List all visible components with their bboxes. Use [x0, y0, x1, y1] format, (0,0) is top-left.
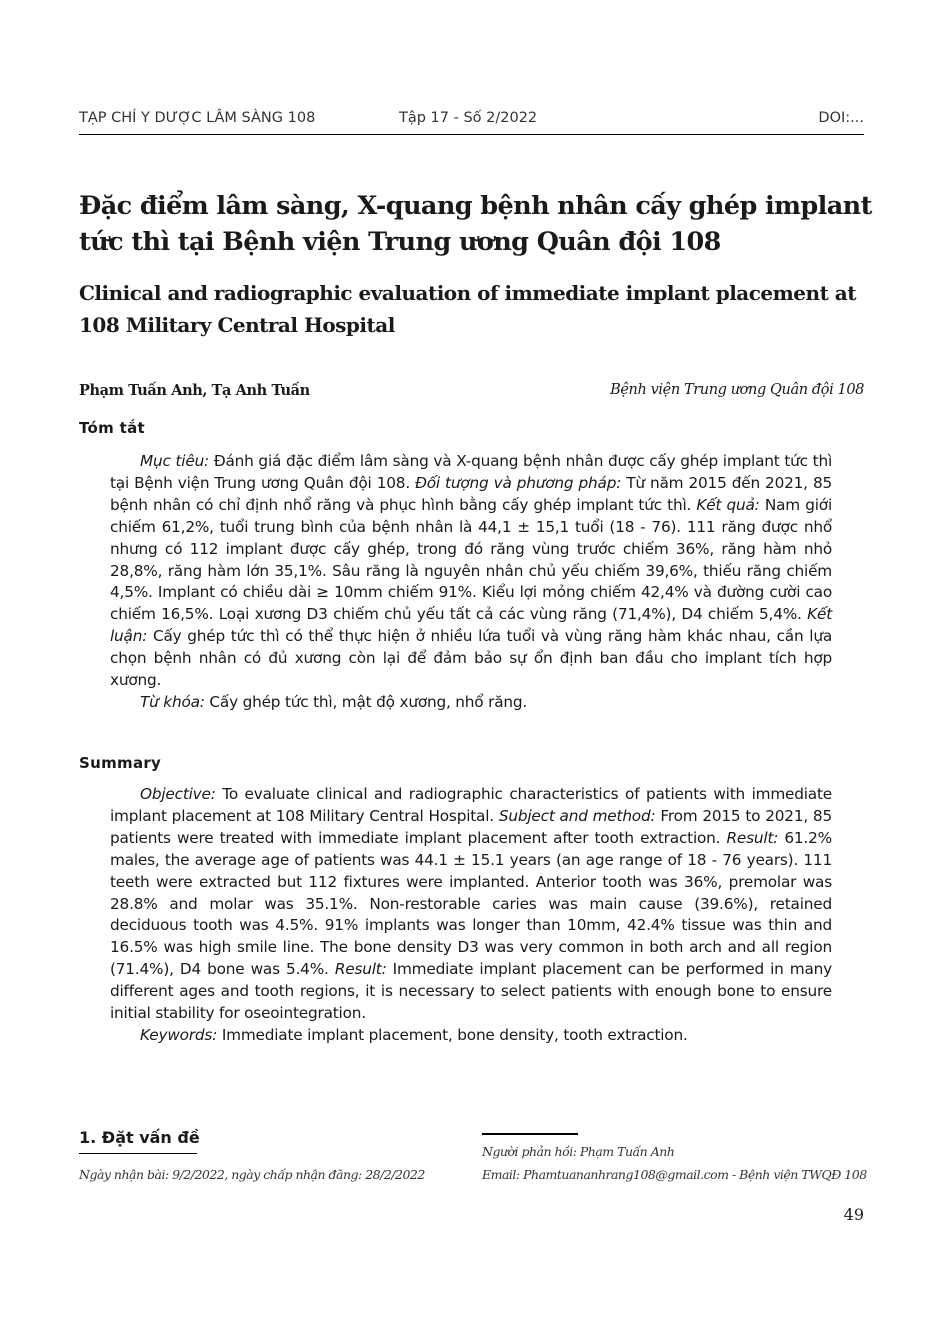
- text: 61.2% males, the average age of patients was 44.1 ± 15.1 years (an age range of 18 - 76 years). 111 teeth were extracted but 112 fixtures were implanted. Anterior tooth was 36%, premolar was 28.8% and molar was 35.1%. Non-restorable caries was main cause (39.6%), retained deciduous tooth was 4.5%. 91% implants was longer than 10mm, 42.4% tissue was thin and 16.5% was high smile line. The bone density D3 was very common in both arch and all region (71.4%), D4 bone was 5.4%.: [110, 828, 832, 979]
- keywords: Cấy ghép tức thì, mật độ xương, nhổ răng.: [204, 692, 528, 711]
- text: Immediate implant placement can be performed in many different ages and tooth regions, it is necessary to select patients with enough bone to ensure initial stability for oseointegration.: [110, 960, 832, 1023]
- label: Đối tượng và phương pháp:: [415, 473, 622, 492]
- keywords-label: Keywords:: [140, 1025, 218, 1044]
- issue-info: Tập 17 - Số 2/2022: [399, 110, 538, 126]
- section-underline: [79, 1153, 197, 1154]
- header-divider: [79, 134, 864, 135]
- received-date: Ngày nhận bài: 9/2/2022, ngày chấp nhận đăng: 28/2/2022: [79, 1167, 425, 1182]
- text: From 2015 to 2021, 85 patients were treated with immediate implant placement after tooth extraction.: [110, 806, 832, 847]
- doi: DOI:...: [818, 110, 864, 126]
- text: Đánh giá đặc điểm lâm sàng và X-quang bệnh nhân được cấy ghép implant tức thì tại Bệnh viện Trung ương Quân đội 108.: [110, 452, 832, 492]
- title-vietnamese: Đặc điểm lâm sàng, X-quang bệnh nhân cấy ghép implant tức thì tại Bệnh viện Trung ương Quân đội 108: [79, 191, 872, 257]
- affiliation: Bệnh viện Trung ương Quân đội 108: [610, 382, 864, 398]
- text: Nam giới chiếm 61,2%, tuổi trung bình của bệnh nhân là 44,1 ± 15,1 tuổi (18 - 76). 111 răng được nhổ nhưng có 112 implant được cấy ghép, trong đó răng vùng trước chiếm 36%, răng hàm nhỏ 28,8%, răng hàm lớn 35,1%. Sâu răng là nguyên nhân chủ yếu chiếm 39,6%, thiếu răng chiếm 4,5%. Implant có chiều dài ≥ 10mm chiếm 91%. Kiểu lợi mỏng chiếm 42,4% và đường cười cao chiếm 16,5%. Loại xương D3 chiếm chủ yếu tất cả các vùng răng (71,4%), D4 chiếm 5,4%.: [110, 495, 832, 624]
- keywords-label: Từ khóa:: [140, 692, 205, 711]
- abstract-vi: [110, 451, 832, 714]
- abstract-vi-heading: Tóm tắt: [79, 419, 145, 437]
- label: Result:: [726, 828, 779, 847]
- abstract-en-heading: Summary: [79, 754, 162, 772]
- section-heading-introduction: 1. Đặt vấn đề: [79, 1128, 200, 1147]
- footnote-divider: [482, 1133, 578, 1135]
- label: Mục tiêu:: [140, 452, 210, 470]
- page-number: 49: [843, 1205, 864, 1224]
- abstract-en: [110, 784, 832, 1047]
- label: Objective:: [140, 785, 216, 803]
- journal-name: TẠP CHÍ Y DƯỢC LÂM SÀNG 108: [79, 110, 316, 126]
- label: Result:: [334, 960, 387, 979]
- email: Email: Phamtuananhrang108@gmail.com - Bệnh viện TWQĐ 108: [482, 1167, 867, 1182]
- text: To evaluate clinical and radiographic characteristics of patients with immediate implant placement at 108 Military Central Hospital.: [110, 785, 832, 825]
- authors: Phạm Tuấn Anh, Tạ Anh Tuấn: [79, 382, 310, 399]
- label: Kết quả:: [696, 495, 760, 514]
- keywords: Immediate implant placement, bone density, tooth extraction.: [217, 1025, 688, 1044]
- text: Từ năm 2015 đến 2021, 85 bệnh nhân có chỉ định nhổ răng và phục hình bằng cấy ghép implant tức thì.: [110, 473, 833, 514]
- label: Subject and method:: [498, 806, 656, 825]
- title-english: Clinical and radiographic evaluation of immediate implant placement at 108 Military Central Hospital: [79, 281, 856, 337]
- label: Kết luận:: [110, 605, 832, 646]
- text: Cấy ghép tức thì có thể thực hiện ở nhiều lứa tuổi và vùng răng hàm khác nhau, cần lựa chọn bệnh nhân có đủ xương còn lại để đảm bảo sự ổn định ban đầu cho implant tích hợp xương.: [110, 627, 832, 690]
- correspondent: Người phản hồi: Phạm Tuấn Anh: [482, 1144, 675, 1159]
